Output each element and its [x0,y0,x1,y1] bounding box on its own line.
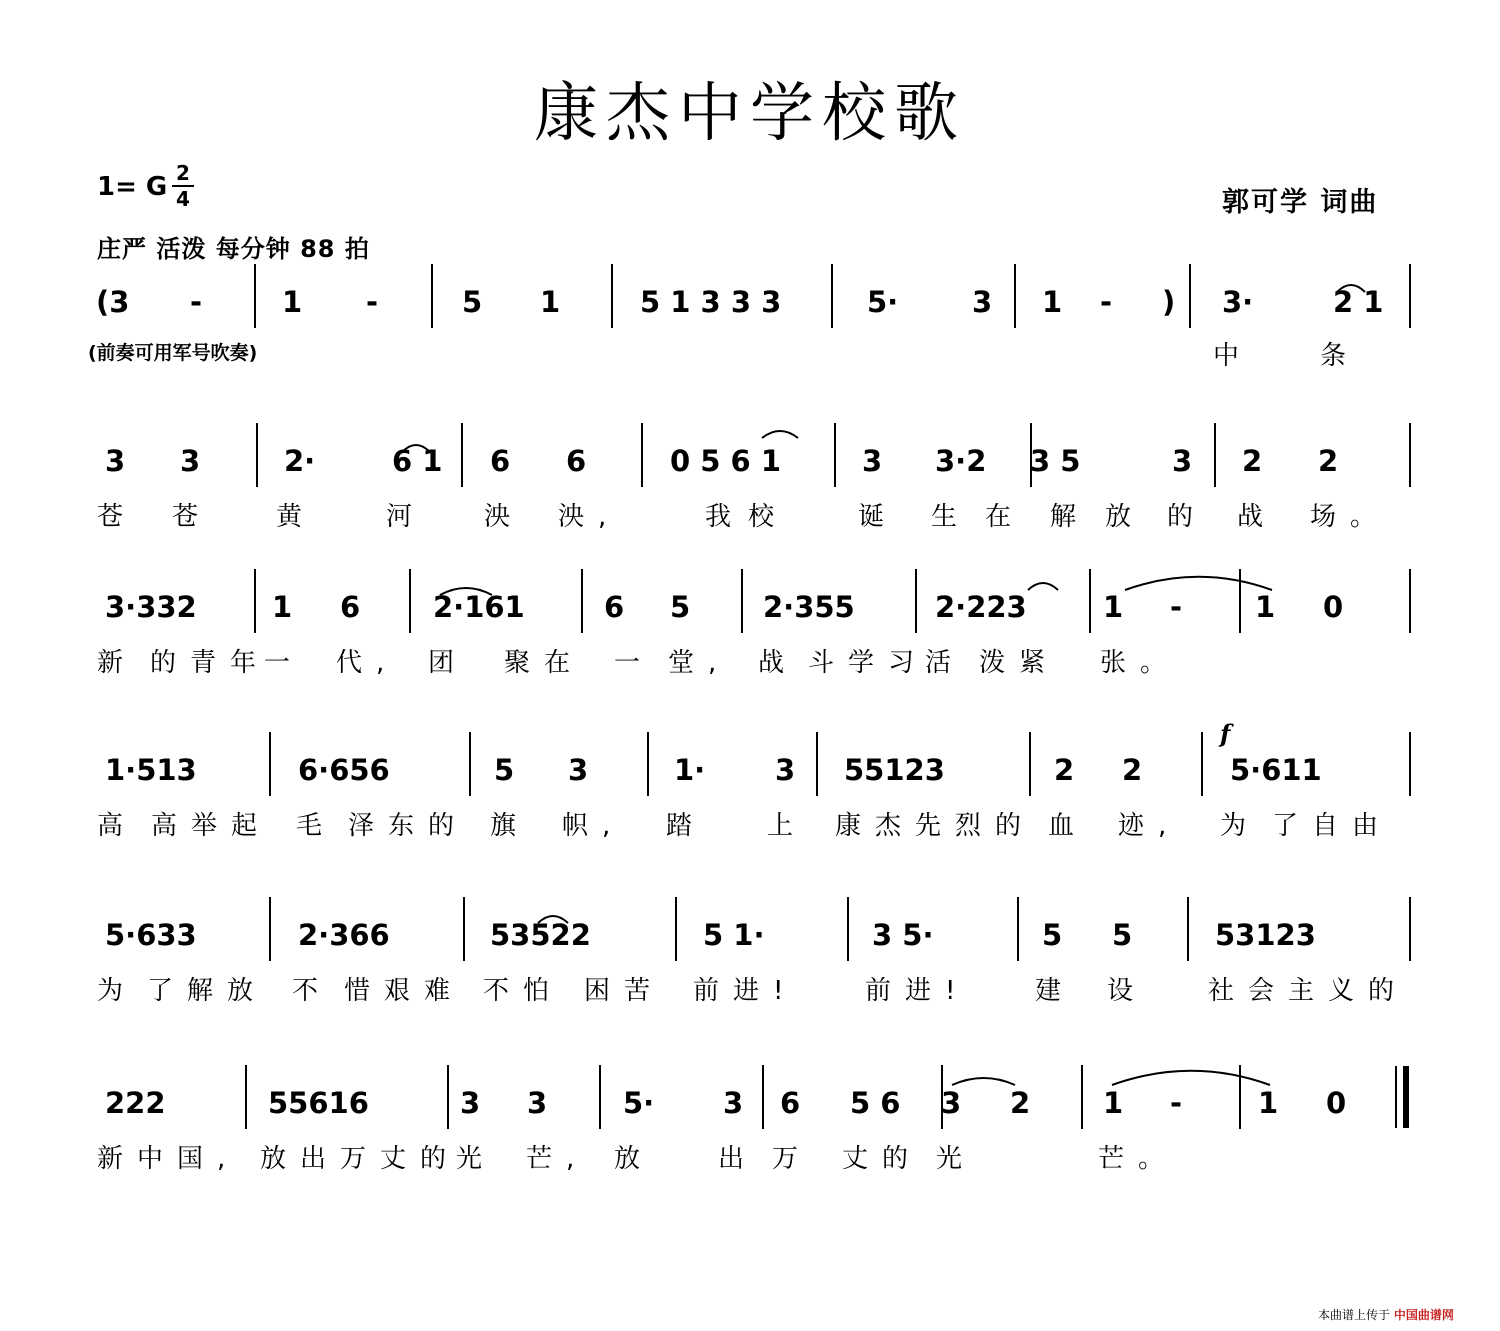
slur [1125,577,1272,590]
lyric-syllable: 河 [386,502,427,532]
composer-credit: 郭可学 词曲 [1222,187,1379,218]
lyric-syllable: 聚在 [504,648,585,678]
lyric-syllable: 团 [428,648,469,678]
slur [762,431,798,438]
note-group: 5·633 [105,918,197,952]
lyric-syllable: 校 [748,502,789,532]
note-group: 1 [1258,1086,1279,1120]
lyric-syllable: 惜艰难 [344,976,465,1006]
upload-credit-prefix: 本曲谱上传于 [1318,1308,1391,1322]
lyric-syllable: 堂, [668,648,731,678]
note-group: 2·223 [935,590,1027,624]
note-group: 3 [527,1086,548,1120]
lyric-syllable: 中 [1213,341,1254,371]
note-group: 1·513 [105,753,197,787]
note-group: 6 [490,444,511,478]
note-group: (3 [96,285,130,319]
lyric-syllable: 了解放 [147,976,268,1006]
note-group: 0 5 6 1 [670,444,782,478]
score-marks [96,285,1408,1174]
note-group: 5· [623,1086,655,1120]
note-group: 3 [105,444,126,478]
lyric-syllable: 丈的 [842,1144,923,1174]
note-group: 2 [1122,753,1143,787]
note-group: 1 [1255,590,1276,624]
lyric-syllable: 康杰先烈的 [835,811,1036,841]
note-group: 1 [1042,285,1063,319]
note-group: 5 1 3 3 3 [640,285,782,319]
note-group: 2·366 [298,918,390,952]
lyric-syllable: 一 [614,648,655,678]
note-group: 2 [1010,1086,1031,1120]
lyric-syllable: 泱 [484,502,525,532]
lyric-syllable: 黄 [276,502,317,532]
note-group: 5 6 [850,1086,901,1120]
lyric-syllable: 了自由 [1272,811,1393,841]
lyric-syllable: 张。 [1100,648,1181,678]
note-group: 3 [460,1086,481,1120]
lyric-syllable: 场。 [1310,502,1391,532]
time-signature-top: 2 [176,161,190,185]
lyric-syllable: 斗学习 [808,648,929,678]
lyric-syllable: 为 [97,976,138,1006]
lyric-syllable: 放出万丈的 [260,1144,461,1174]
note-group: 3 [941,1086,962,1120]
note-group: 2· [284,444,316,478]
lyric-syllable: 诞 [858,502,899,532]
note-group: 5 [494,753,515,787]
note-group: 3 [568,753,589,787]
note-group: - [1170,1086,1183,1120]
lyric-syllable: 不怕 [483,976,564,1006]
note-group: 1 [272,590,293,624]
note-group: 6 1 [392,444,443,478]
lyric-syllable: 为 [1220,811,1261,841]
lyric-syllable: 迹, [1118,811,1181,841]
note-group: 3 [1172,444,1193,478]
note-group: 1 [282,285,303,319]
note-group: 55123 [844,753,945,787]
note-group: 1 [1103,1086,1124,1120]
lyric-syllable: 泼紧 [979,648,1060,678]
note-group: - [1170,590,1183,624]
note-group: 5 1· [703,918,765,952]
note-group: 53522 [490,918,591,952]
note-group: 2 [1054,753,1075,787]
lyric-syllable: 出 [718,1144,759,1174]
lyric-syllable: 我 [705,502,746,532]
lyric-syllable: 苍 [172,502,213,532]
lyric-syllable: 踏 [666,811,707,841]
lyric-syllable: 血 [1048,811,1089,841]
lyric-syllable: 一 [264,648,305,678]
lyric-syllable: 芒, [526,1144,589,1174]
lyric-syllable: 建 [1035,976,1076,1006]
note-group: 6·656 [298,753,390,787]
note-group: 1 [1103,590,1124,624]
note-group: 5·611 [1230,753,1322,787]
lyric-syllable: 万 [772,1144,813,1174]
lyric-syllable: 芒。 [1098,1144,1179,1174]
lyric-syllable: 上 [767,811,808,841]
lyric-syllable: 毛 [296,811,337,841]
note-group: 3 [775,753,796,787]
note-group: 53123 [1215,918,1316,952]
lyric-syllable: 设 [1107,976,1148,1006]
lyric-syllable: 活 [925,648,966,678]
note-group: 3 [972,285,993,319]
note-group: 3 [862,444,883,478]
lyric-syllable: 前进! [693,976,798,1006]
lyric-syllable: 战 [1237,502,1278,532]
note-group: 2·161 [433,590,525,624]
note-group: 222 [105,1086,166,1120]
site-logo: 中国曲谱网 [1393,1308,1454,1322]
note-group: 1· [674,753,706,787]
note-group: 1 [540,285,561,319]
time-signature-bottom: 4 [176,187,190,211]
note-group: 3 5 [1030,444,1081,478]
song-title: 康杰中学校歌 [534,77,966,151]
lyric-syllable: 高举起 [151,811,272,841]
tempo-marking: 庄严 活泼 每分钟 88 拍 [97,235,370,263]
note-group: 5 [1112,918,1133,952]
note-group: 6 [340,590,361,624]
note-group: 3· [1222,285,1254,319]
note-group: 2 [1242,444,1263,478]
note-group: 6 [566,444,587,478]
lyric-syllable: 代, [336,648,399,678]
lyric-syllable: 光 [936,1144,977,1174]
lyric-syllable: 放 [1105,502,1146,532]
lyric-syllable: 泽东的 [348,811,469,841]
note-group: 2 1 [1333,285,1384,319]
lyric-syllable: 苍 [97,502,138,532]
note-group: 5 [670,590,691,624]
lyric-syllable: 在 [985,502,1026,532]
lyric-syllable: 条 [1320,341,1361,371]
note-group: 55616 [268,1086,369,1120]
lyric-syllable: 的 [1167,502,1208,532]
note-group: 6 [780,1086,801,1120]
slur [1112,1071,1270,1085]
note-group: 0 [1326,1086,1347,1120]
lyric-syllable: 的青年 [150,648,271,678]
lyric-syllable: 新中国, [97,1144,240,1174]
note-group: 2·355 [763,590,855,624]
lyric-syllable: 新 [97,648,138,678]
note-group: - [190,285,203,319]
lyric-syllable: 高 [97,811,138,841]
note-group: 3 [723,1086,744,1120]
key-signature: 1= G [97,172,168,202]
note-group: - [1100,285,1113,319]
note-group: 2 [1318,444,1339,478]
note-group: 5· [867,285,899,319]
slur [1028,583,1058,590]
note-group: 3 5· [872,918,934,952]
lyric-syllable: 不 [292,976,333,1006]
lyric-syllable: 战 [758,648,799,678]
lyric-syllable: 社会主义的 [1208,976,1409,1006]
dynamic-forte: f [1220,719,1231,748]
note-group: 3·2 [935,444,987,478]
lyric-syllable: 生 [931,502,972,532]
note-group: 6 [604,590,625,624]
lyric-syllable: 放 [614,1144,655,1174]
note-group: 0 [1323,590,1344,624]
note-group: 5 [462,285,483,319]
note-group: 5 [1042,918,1063,952]
slur [952,1078,1015,1085]
note-group: ) [1162,285,1176,319]
lyric-syllable: 泱, [558,502,621,532]
note-group: - [366,285,379,319]
lyric-syllable: 前进! [865,976,970,1006]
note-group: 3·332 [105,590,197,624]
lyric-syllable: 光 [456,1144,497,1174]
lyric-syllable: 帜, [562,811,625,841]
lyric-syllable: 解 [1050,502,1091,532]
lyric-syllable: 旗 [490,811,531,841]
lyric-syllable: 困苦 [584,976,665,1006]
note-group: 3 [180,444,201,478]
intro-instruction: (前奏可用军号吹奏) [88,342,258,364]
